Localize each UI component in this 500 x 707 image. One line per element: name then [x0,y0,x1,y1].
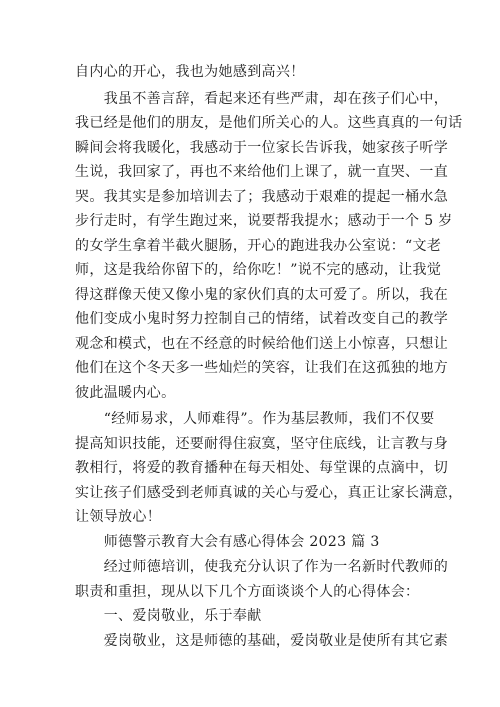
text-line: 我已经是他们的朋友，是他们所关心的人。这些真真的一句话 [75,115,463,131]
section-heading: 师德警示教育大会有感心得体会 2023 篇 3 [75,534,380,550]
subsection-heading: 一、爱岗敬业，乐于奉献 [75,608,262,624]
text-line: 生说，我回家了，再也不来给他们上课了，就一直哭、一直 [75,164,449,180]
text-line: 哭。我其实是参加培训去了；我感动于艰难的提起一桶水急 [75,189,449,205]
text-line: 他们变成小鬼时努力控制自己的情绪，试着改变自己的教学 [75,311,449,327]
text-line: 实让孩子们感受到老师真诚的关心与爱心，真正让家长满意， [75,485,463,501]
text-line: 经过师德培训，使我充分认识了作为一名新时代教师的 [75,559,449,575]
text-line: 教相行，将爱的教育播种在每天相处、每堂课的点滴中，切 [75,460,449,476]
text-line: “经师易求，人师难得”。作为基层教师，我们不仅要 [75,411,435,427]
text-line: 自内心的开心，我也为她感到高兴！ [75,64,305,80]
text-line: 让领导放心！ [75,509,162,525]
text-line: 步行走时，有学生跑过来，说要帮我提水；感动于一个 5 岁 [75,213,453,229]
text-line: 观念和模式，也在不经意的时候给他们送上小惊喜，只想让 [75,336,449,352]
text-line: 彼此温暖内心。 [75,385,176,401]
text-line: 我虽不善言辞，看起来还有些严肃，却在孩子们心中， [75,91,449,107]
text-line: 瞬间会将我暖化，我感动于一位家长告诉我，她家孩子听学 [75,140,449,156]
text-line: 职责和重担，现从以下几个方面谈谈个人的心得体会： [75,584,420,600]
text-line: 的女学生拿着半截火腿肠，开心的跑进我办公室说：“文老 [75,238,442,254]
text-line: 提高知识技能，还要耐得住寂寞，坚守住底线，让言教与身 [75,436,449,452]
text-line: 爱岗敬业，这是师德的基础，爱岗敬业是使所有其它素 [75,633,449,649]
text-line: 得这群像天使又像小鬼的家伙们真的太可爱了。所以，我在 [75,287,449,303]
text-line: 师，这是我给你留下的，给你吃！”说不完的感动，让我觉 [75,262,442,278]
text-line: 他们在这个冬天多一些灿烂的笑容，让我们在这孤独的地方 [75,360,449,376]
